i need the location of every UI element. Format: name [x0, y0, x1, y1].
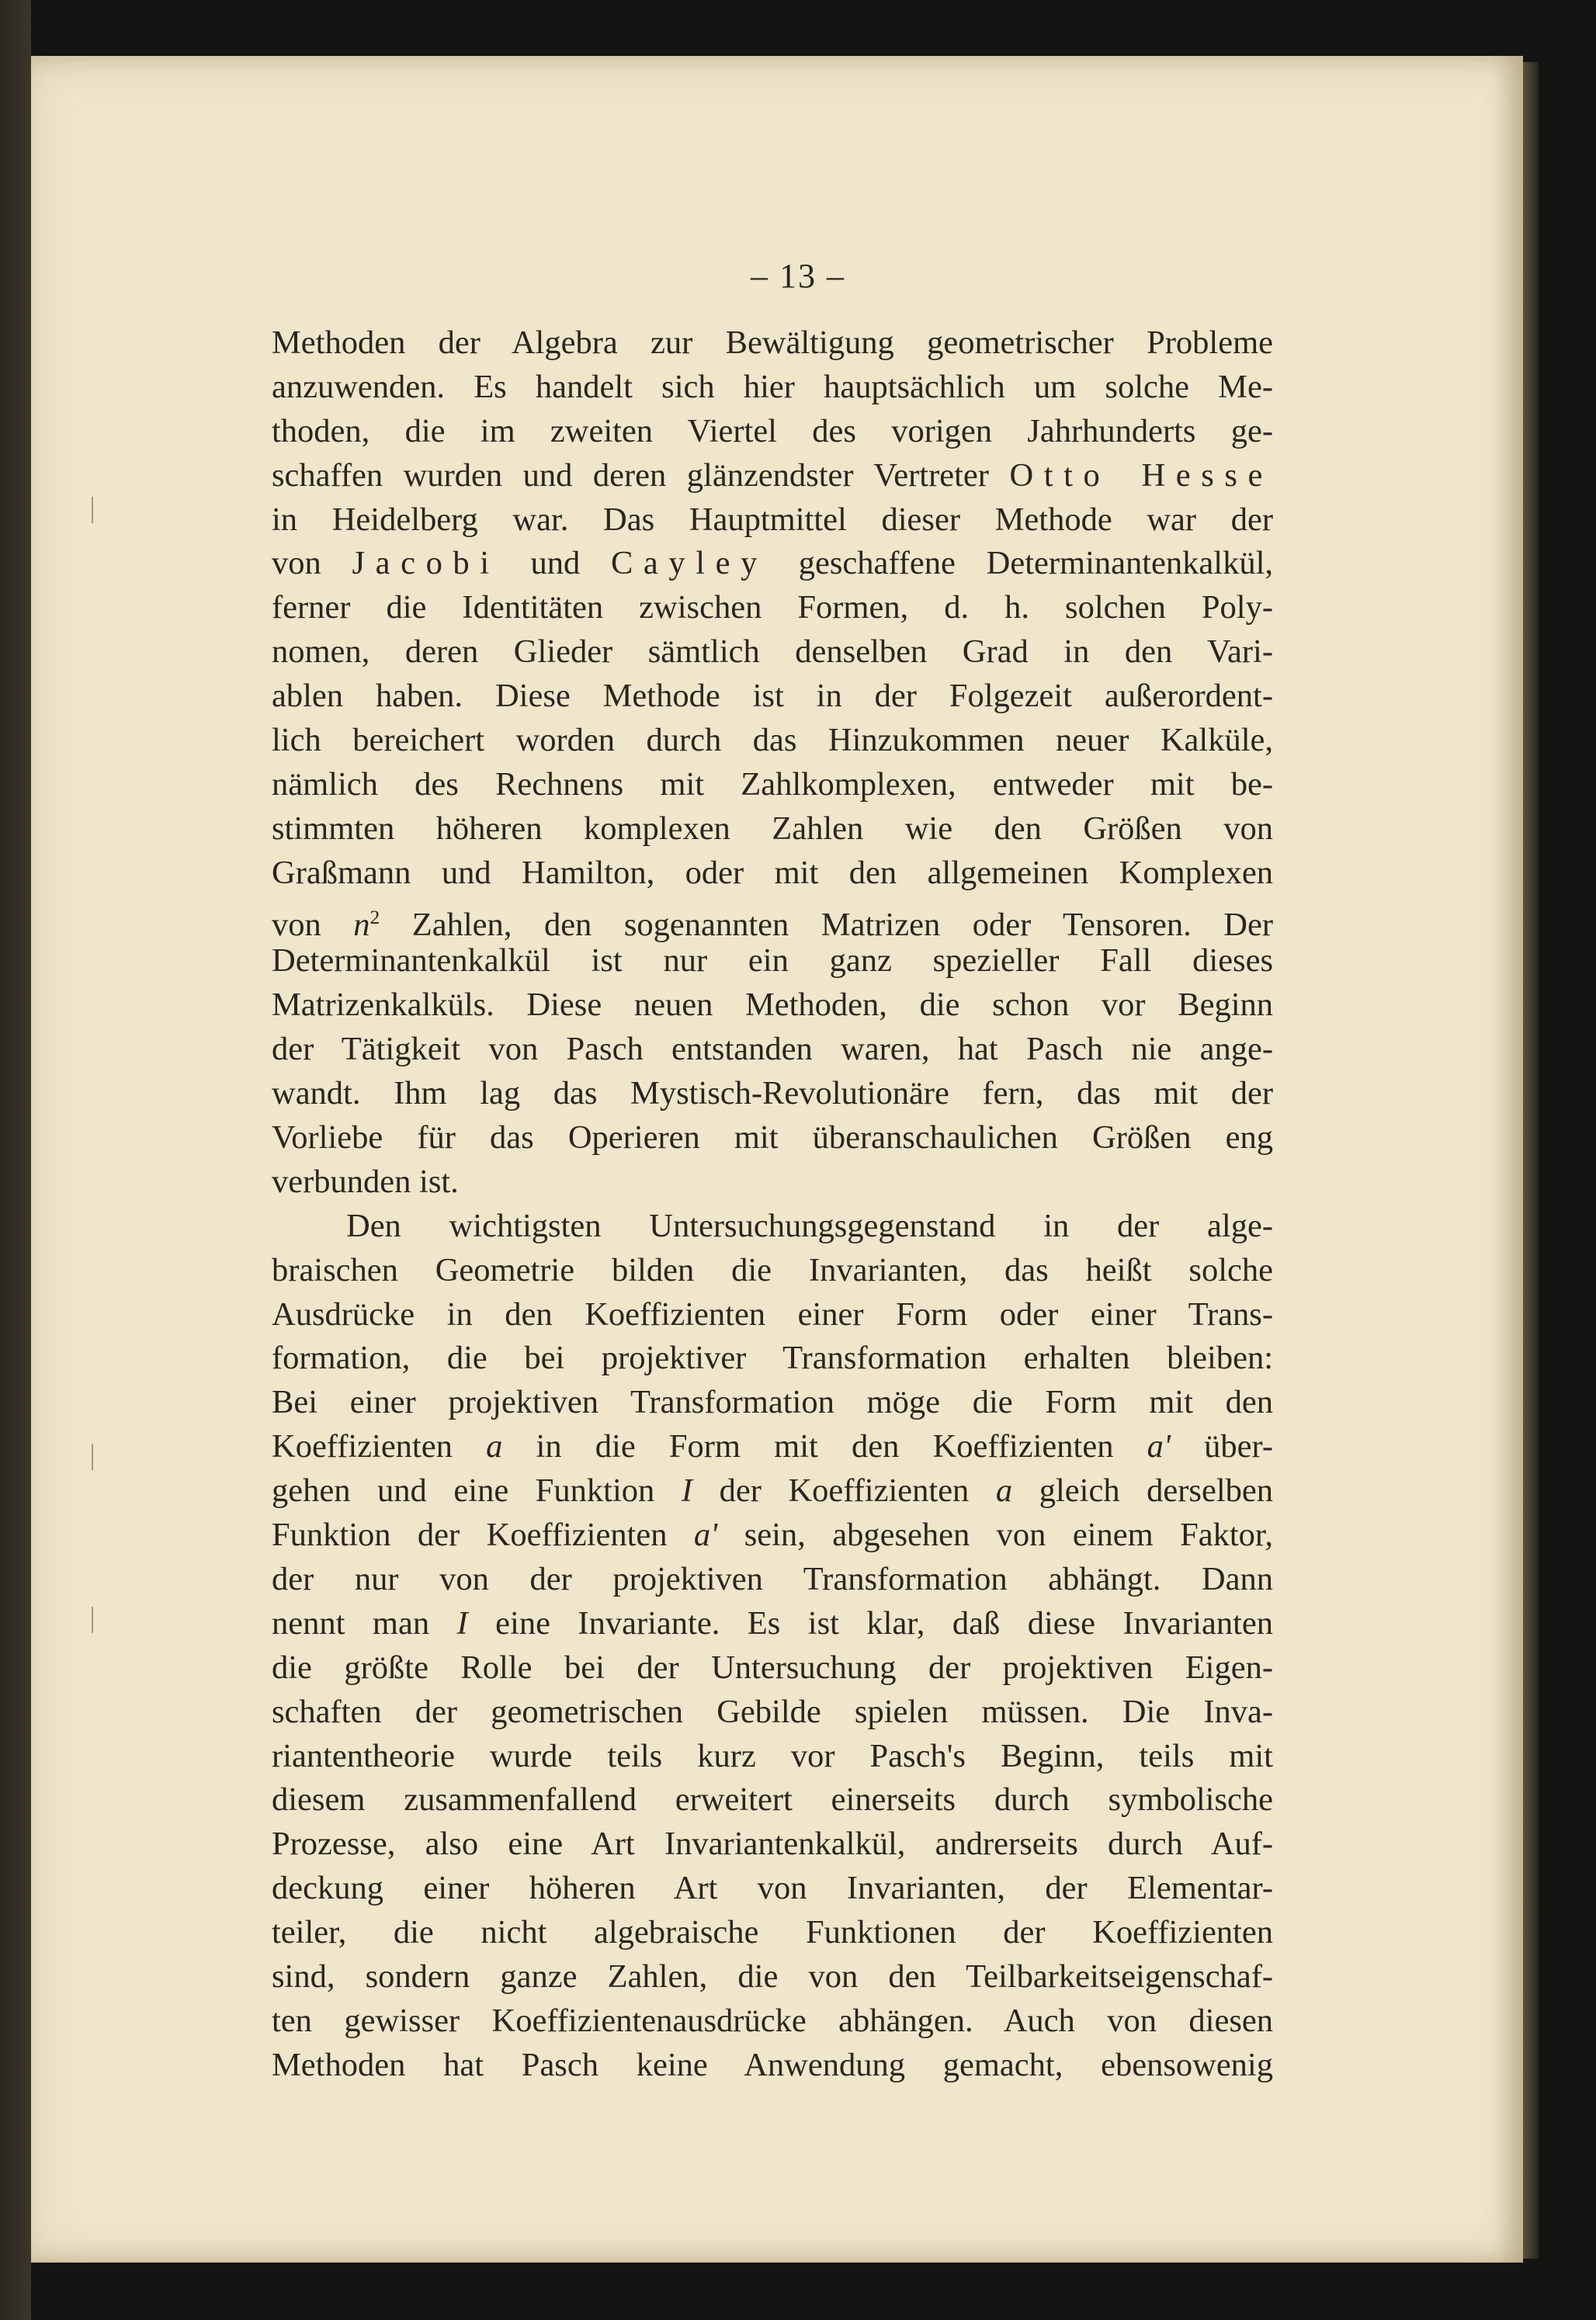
text-run: sein, abgesehen von einem Faktor, — [717, 1517, 1273, 1554]
text-line — [272, 366, 1273, 410]
math-symbol: I — [681, 1472, 693, 1510]
text-line — [272, 1072, 1273, 1116]
text-run: sind, sondern ganze Zahlen, die von den Teilbarkeitseigenschaf- — [272, 1958, 1273, 1995]
text-line — [272, 1646, 1273, 1691]
margin-mark — [92, 1444, 101, 1470]
text-line — [272, 1160, 1273, 1205]
text-line — [272, 763, 1273, 807]
text-run: Den wichtigsten Untersuchungsgegenstand in der alge- — [346, 1207, 1273, 1244]
text-line — [272, 851, 1273, 896]
text-run: Determinantenkalkül ist nur ein ganz spezieller Fall dieses — [272, 942, 1273, 980]
text-line — [272, 1205, 1273, 1249]
text-run: der Koeffizienten — [692, 1472, 996, 1510]
text-line — [272, 939, 1273, 983]
text-line — [272, 1999, 1273, 2044]
text-run: Funktion der Koeffizienten — [272, 1517, 694, 1554]
math-symbol: a' — [693, 1517, 718, 1554]
text-run: schaffen wurden und deren glänzendster Vertreter — [272, 456, 1010, 494]
text-run: schaften der geometrischen Gebilde spielen müssen. Die Inva- — [272, 1693, 1273, 1730]
text-run: eine Invariante. Es ist klar, daß diese Invarianten — [467, 1604, 1274, 1642]
text-line — [272, 1381, 1273, 1425]
text-line — [272, 1822, 1273, 1867]
text-run: ferner die Identitäten zwischen Formen, d. h. solchen Poly- — [272, 589, 1273, 626]
text-run: der nur von der projektiven Transformation abhängt. Dann — [272, 1560, 1273, 1597]
text-run: ablen haben. Diese Methode ist in der Folgezeit außerordent- — [272, 678, 1273, 715]
text-run: formation, die bei projektiver Transformation erhalten bleiben: — [272, 1340, 1273, 1377]
text-line — [272, 1028, 1273, 1072]
text-line — [272, 807, 1273, 851]
text-line — [272, 410, 1273, 454]
text-line — [272, 674, 1273, 719]
text-run: Prozesse, also eine Art Invariantenkalkül, andrerseits durch Auf- — [272, 1826, 1273, 1863]
text-run: Methoden hat Pasch keine Anwendung gemacht, ebensowenig — [272, 2046, 1273, 2083]
text-line — [272, 1735, 1273, 1779]
text-run: gehen und eine Funktion — [272, 1472, 682, 1510]
text-run: ten gewisser Koeffizientenausdrücke abhängen. Auch von diesen — [272, 2002, 1273, 2039]
math-symbol: I — [456, 1604, 468, 1642]
text-run: von — [272, 906, 354, 943]
body-text — [272, 321, 1273, 2088]
text-run: verbunden ist. — [272, 1163, 459, 1200]
text-line — [272, 630, 1273, 674]
text-line — [272, 983, 1273, 1028]
text-run: teiler, die nicht algebraische Funktionen der Koeffizienten — [272, 1914, 1273, 1951]
text-line — [272, 454, 1273, 498]
text-run: wandt. Ihm lag das Mystisch-Revolutionäre fern, das mit der — [272, 1075, 1273, 1112]
text-line — [272, 1558, 1273, 1602]
text-run: über- — [1170, 1428, 1273, 1465]
text-line — [272, 321, 1273, 366]
text-run: anzuwenden. Es handelt sich hier hauptsächlich um solche Me- — [272, 368, 1273, 405]
text-run: Matrizenkalküls. Diese neuen Methoden, die schon vor Beginn — [272, 987, 1273, 1024]
text-run: Zahlen, den sogenannten Matrizen oder Tensoren. Der — [380, 906, 1273, 943]
math-symbol: n — [353, 906, 370, 943]
text-run: thoden, die im zweiten Viertel des vorigen Jahrhunderts ge- — [272, 412, 1273, 449]
text-run: die größte Rolle bei der Untersuchung der projektiven Eigen- — [272, 1649, 1273, 1686]
previous-page-edge — [0, 0, 31, 2320]
text-run: Graßmann und Hamilton, oder mit den allgemeinen Komplexen — [272, 854, 1273, 891]
text-line — [272, 1469, 1273, 1514]
text-run: diesem zusammenfallend erweitert einerseits durch symbolische — [272, 1781, 1273, 1819]
text-run: und — [499, 545, 611, 582]
text-line — [272, 719, 1273, 763]
text-line — [272, 2044, 1273, 2088]
page-number: – 13 – — [751, 257, 845, 295]
text-line — [272, 1602, 1273, 1646]
text-line — [272, 1116, 1273, 1160]
text-line — [272, 498, 1273, 543]
spaced-name: Otto Hesse — [1009, 456, 1273, 494]
text-run: riantentheorie wurde teils kurz vor Pasch's Beginn, teils mit — [272, 1737, 1273, 1774]
text-run: nomen, deren Glieder sämtlich denselben Grad in den Vari- — [272, 633, 1273, 671]
text-run: Ausdrücke in den Koeffizienten einer Form oder einer Trans- — [272, 1295, 1273, 1333]
text-line — [272, 1691, 1273, 1735]
text-line — [272, 1337, 1273, 1381]
math-symbol: a — [486, 1428, 503, 1465]
text-line — [272, 1955, 1273, 1999]
text-run: in die Form mit den Koeffizienten — [502, 1428, 1147, 1465]
text-line — [272, 542, 1273, 586]
text-run: Bei einer projektiven Transformation möge die Form mit den — [272, 1384, 1273, 1421]
text-line — [272, 1911, 1273, 1955]
text-run: 2 — [370, 905, 380, 928]
text-run: Koeffizienten — [272, 1428, 487, 1465]
text-run: geschaffene Determinantenkalkül, — [767, 545, 1274, 582]
text-run: stimmten höheren komplexen Zahlen wie den Größen von — [272, 810, 1273, 847]
spaced-name: Cayley — [610, 545, 768, 582]
math-symbol: a' — [1147, 1428, 1171, 1465]
text-line — [272, 586, 1273, 630]
text-run: gleich derselben — [1012, 1472, 1274, 1510]
text-line — [272, 1249, 1273, 1293]
text-line — [272, 1293, 1273, 1337]
margin-mark — [92, 1607, 101, 1633]
text-line — [272, 1778, 1273, 1822]
text-run: Vorliebe für das Operieren mit überanschaulichen Größen eng — [272, 1119, 1273, 1157]
margin-mark — [92, 497, 101, 523]
text-line — [272, 896, 1273, 943]
text-run: von — [272, 545, 352, 582]
text-run: nämlich des Rechnens mit Zahlkomplexen, entweder mit be- — [272, 765, 1273, 803]
text-line — [272, 1425, 1273, 1469]
text-line — [272, 1867, 1273, 1911]
text-run: deckung einer höheren Art von Invarianten, der Elementar- — [272, 1870, 1273, 1907]
text-run: in Heidelberg war. Das Hauptmittel dieser Methode war der — [272, 501, 1273, 538]
text-run: lich bereichert worden durch das Hinzukommen neuer Kalküle, — [272, 722, 1273, 759]
text-run: nennt man — [272, 1604, 457, 1642]
math-symbol: a — [995, 1472, 1013, 1510]
text-run: Methoden der Algebra zur Bewältigung geometrischer Probleme — [272, 324, 1273, 361]
text-line — [272, 1514, 1273, 1558]
text-run: braischen Geometrie bilden die Invarianten, das heißt solche — [272, 1251, 1273, 1288]
text-run: der Tätigkeit von Pasch entstanden waren, hat Pasch nie ange- — [272, 1031, 1273, 1068]
page-edge-shadow — [1523, 62, 1539, 2259]
spaced-name: Jacobi — [352, 545, 500, 582]
